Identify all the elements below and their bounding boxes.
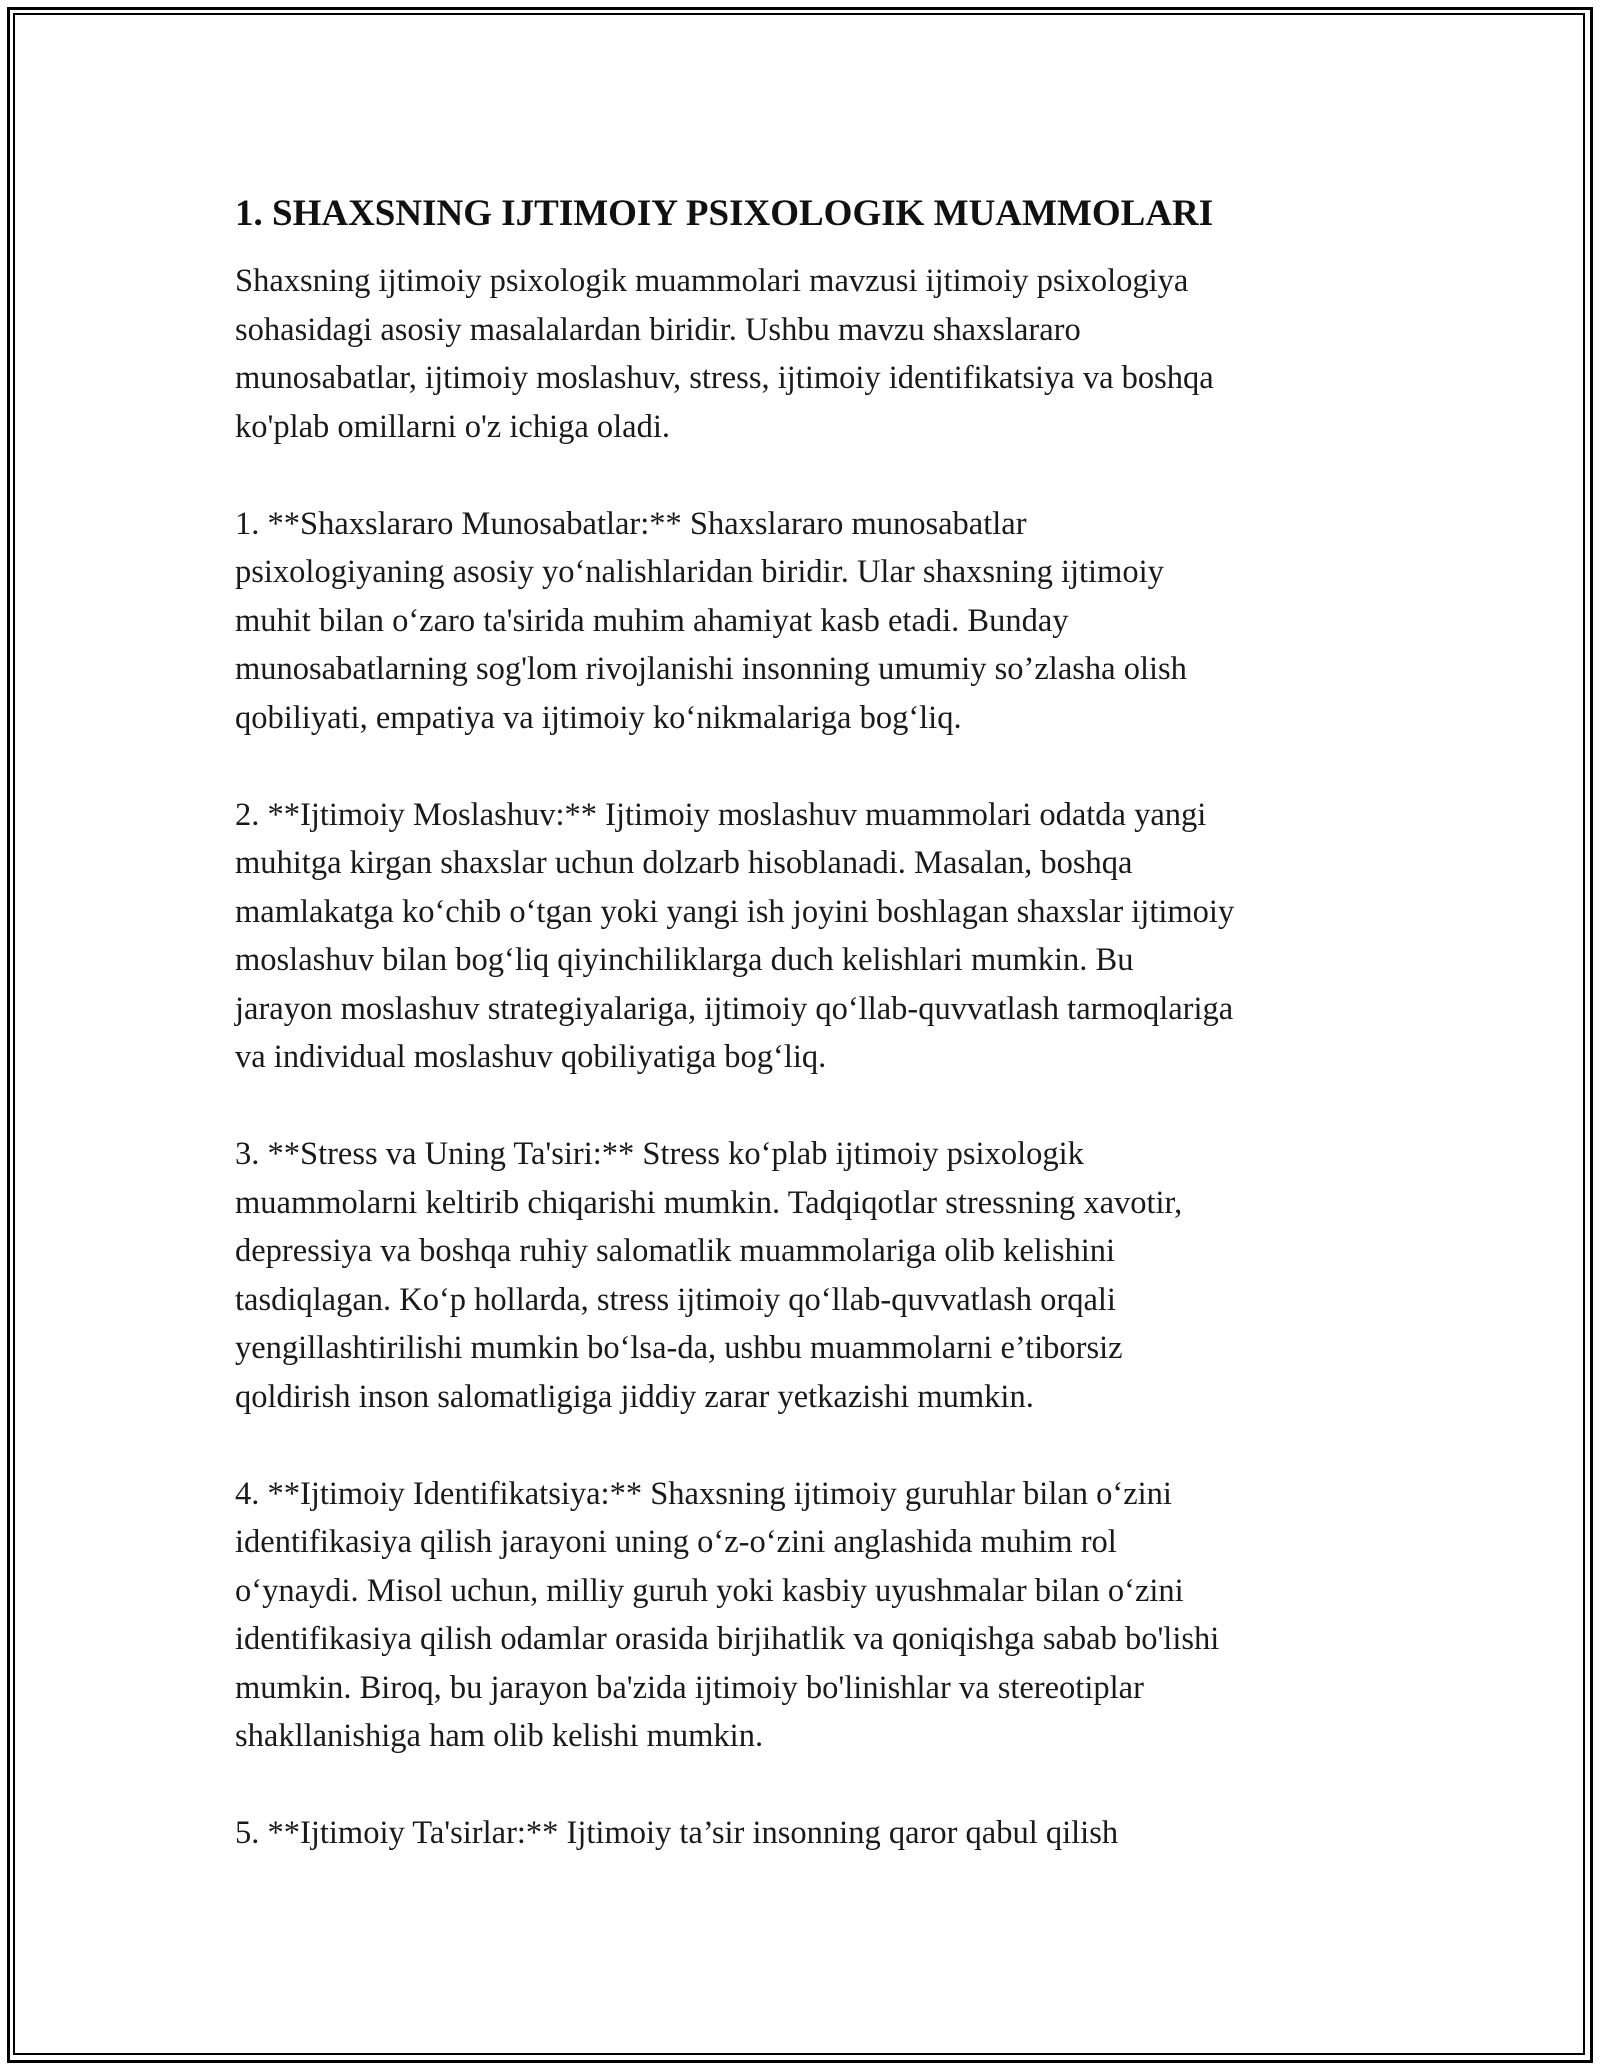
text-line: va individual moslashuv qobiliyatiga bogʻliq. bbox=[235, 1039, 827, 1075]
text-line: 1. **Shaxslararo Munosabatlar:** Shaxslararo munosabatlar bbox=[235, 505, 1027, 542]
text-line: oʻynaydi. Misol uchun, milliy guruh yoki kasbiy uyushmalar bilan oʻzini bbox=[235, 1572, 1184, 1609]
document-body bbox=[235, 188, 1370, 1858]
text-line: depressiya va boshqa ruhiy salomatlik muammolariga olib kelishini bbox=[235, 1233, 1116, 1269]
text-line: muhitga kirgan shaxslar uchun dolzarb hisoblanadi. Masalan, boshqa bbox=[235, 845, 1133, 881]
text-line: Shaxsning ijtimoiy psixologik muammolari mavzusi ijtimoiy psixologiya bbox=[235, 263, 1189, 299]
text-line: 3. **Stress va Uning Ta'siri:** Stress koʻplab ijtimoiy psixologik bbox=[235, 1136, 1084, 1172]
intro-paragraph bbox=[235, 257, 1370, 451]
section-stress bbox=[235, 1130, 1370, 1421]
text-line: mumkin. Biroq, bu jarayon ba'zida ijtimoiy bo'linishlar va stereotiplar bbox=[235, 1669, 1144, 1706]
text-line: 5. **Ijtimoiy Ta'sirlar:** Ijtimoiy ta’sir insonning qaror qabul qilish bbox=[235, 1815, 1119, 1851]
text-line: qobiliyati, empatiya va ijtimoiy koʻnikmalariga bogʻliq. bbox=[235, 699, 962, 736]
section-social-influences bbox=[235, 1809, 1370, 1858]
text-line: psixologiyaning asosiy yoʻnalishlaridan biridir. Ular shaxsning ijtimoiy bbox=[235, 554, 1164, 590]
text-line: munosabatlarning sog'lom rivojlanishi insonning umumiy so’zlasha olish bbox=[235, 651, 1187, 687]
text-line: munosabatlar, ijtimoiy moslashuv, stress, ijtimoiy identifikatsiya va boshqa bbox=[235, 360, 1214, 396]
text-line: identifikasiya qilish jarayoni uning oʻz-oʻzini anglashida muhim rol bbox=[235, 1524, 1117, 1560]
text-line: 2. **Ijtimoiy Moslashuv:** Ijtimoiy moslashuv muammolari odatda yangi bbox=[235, 796, 1207, 833]
text-line: ko'plab omillarni o'z ichiga oladi. bbox=[235, 408, 671, 445]
text-line: moslashuv bilan bogʻliq qiyinchiliklarga duch kelishlari mumkin. Bu bbox=[235, 942, 1134, 978]
text-line: 4. **Ijtimoiy Identifikatsiya:** Shaxsning ijtimoiy guruhlar bilan oʻzini bbox=[235, 1475, 1172, 1512]
text-line: yengillashtirilishi mumkin boʻlsa-da, ushbu muammolarni e’tiborsiz bbox=[235, 1330, 1123, 1366]
section-social-identification bbox=[235, 1470, 1370, 1761]
text-line: jarayon moslashuv strategiyalariga, ijtimoiy qoʻllab-quvvatlash tarmoqlariga bbox=[235, 990, 1234, 1027]
text-line: tasdiqlagan. Koʻp hollarda, stress ijtimoiy qoʻllab-quvvatlash orqali bbox=[235, 1281, 1116, 1318]
text-line: qoldirish inson salomatligiga jiddiy zarar yetkazishi mumkin. bbox=[235, 1378, 1034, 1415]
text-line: shakllanishiga ham olib kelishi mumkin. bbox=[235, 1718, 764, 1754]
text-line: sohasidagi asosiy masalalardan biridir. Ushbu mavzu shaxslararo bbox=[235, 311, 1081, 348]
text-line: muhit bilan oʻzaro ta'sirida muhim ahamiyat kasb etadi. Bunday bbox=[235, 602, 1069, 639]
page-title: 1. SHAXSNING IJTIMOIY PSIXOLOGIK MUAMMOLARI bbox=[235, 193, 1214, 234]
section-interpersonal-relations bbox=[235, 500, 1370, 743]
section-social-adaptation bbox=[235, 791, 1370, 1082]
text-line: identifikasiya qilish odamlar orasida birjihatlik va qoniqishga sabab bo'lishi bbox=[235, 1621, 1220, 1657]
text-line: mamlakatga koʻchib oʻtgan yoki yangi ish joyini boshlagan shaxslar ijtimoiy bbox=[235, 893, 1235, 930]
text-line: muammolarni keltirib chiqarishi mumkin. Tadqiqotlar stressning xavotir, bbox=[235, 1184, 1183, 1221]
